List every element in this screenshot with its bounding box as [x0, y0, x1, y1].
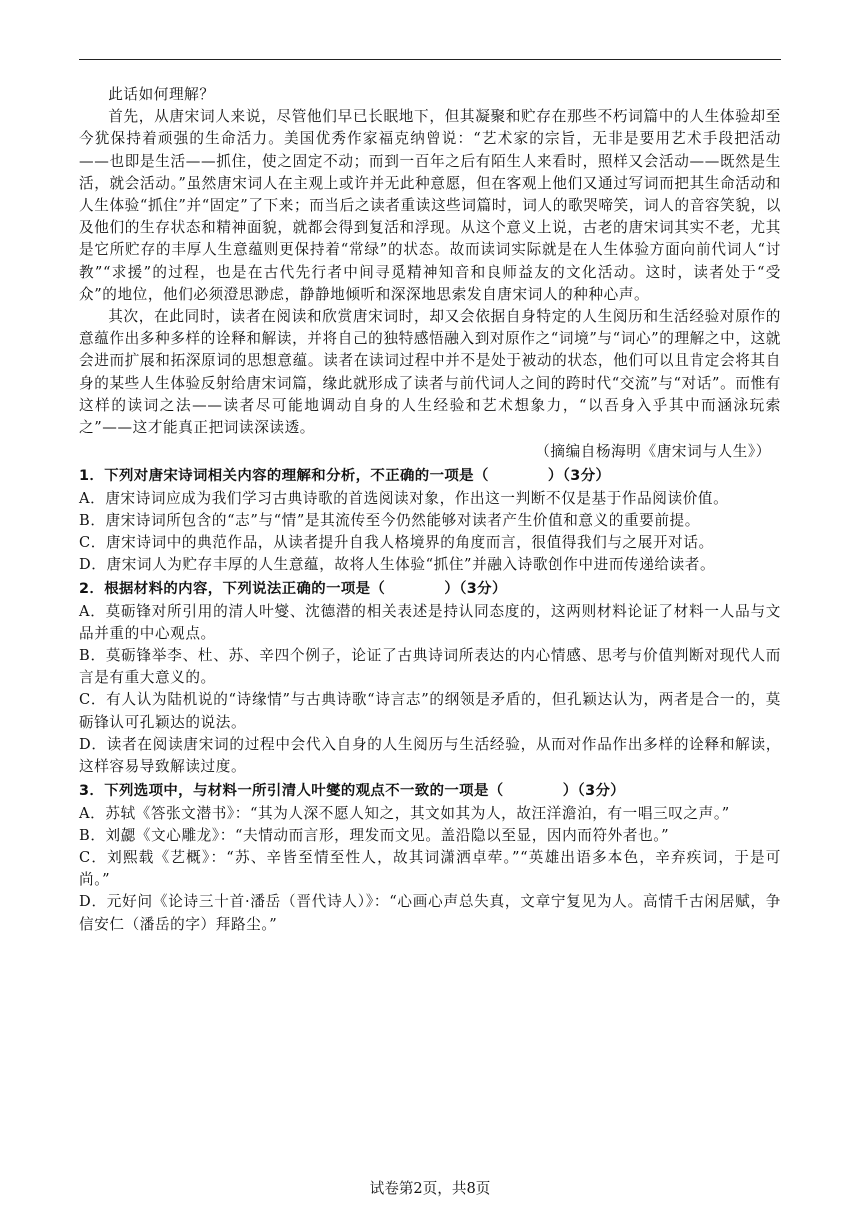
- passage-paragraph: 此话如何理解？: [108, 86, 215, 103]
- question-stem: 2．根据材料的内容，下列说法正确的一项是（ ）（3分）: [79, 581, 507, 598]
- option-c: C．有人认为陆机说的“诗缘情”与古典诗歌“诗言志”的纲领是矛盾的，但孔颖达认为，两者是合一的，莫砺锋认可孔颖达的说法。: [79, 691, 781, 731]
- question-1: [79, 465, 781, 576]
- option-c: C．唐宋诗词中的典范作品，从读者提升自我人格境界的角度而言，很值得我们与之展开对话。: [79, 534, 714, 552]
- option-d: D．元好问《论诗三十首·潘岳（晋代诗人）》：“心画心声总失真，文章宁复见为人。高情千古闲居赋，争信安仁（潘岳的字）拜路尘。”: [79, 893, 781, 933]
- option-d: D．读者在阅读唐宋词的过程中会代入自身的人生阅历与生活经验，从而对作品作出多样的诠释和解读，这样容易导致解读过度。: [79, 735, 781, 776]
- page-content: [79, 84, 781, 936]
- option-b: B．刘勰《文心雕龙》：“夫情动而言形，理发而文见。盖沿隐以至显，因内而符外者也。”: [79, 826, 670, 844]
- option-d: D．唐宋词人为贮存丰厚的人生意蕴，故将人生体验“抓住”并融入诗歌创作中进而传递给读者。: [79, 556, 716, 574]
- option-c: C．刘熙载《艺概》：“苏、辛皆至情至性人，故其词潇洒卓荦。”“英雄出语多本色，辛弃疾词，于是可尚。”: [79, 848, 781, 889]
- passage-paragraph: 其次，在此同时，读者在阅读和欣赏唐宋词时，却又会依据自身特定的人生阅历和生活经验对原作的意蕴作出多种多样的诠释和解读，并将自己的独特感悟融入到对原作之“词境”与“词心”的理解之中，这就会进而扩展和拓深原词的思想意蕴。读者在读词过程中并不是处于被动的状态，他们可以且肯定会将其自身的某些人生体验反射给唐宋词篇，缘此就形成了读者与前代词人之间的跨时代“交流”与“对话”。而惟有这样的读词之法——读者尽可能地调动自身的人生经验和艺术想象力，“以吾身入乎其中而涵泳玩索之”——这才能真正把词读深读透。: [79, 308, 781, 437]
- option-b: B．莫砺锋举李、杜、苏、辛四个例子，论证了古典诗词所表达的内心情感、思考与价值判断对现代人而言是有重大意义的。: [79, 647, 781, 687]
- option-a: A．苏轼《答张文潜书》：“其为人深不愿人知之，其文如其为人，故汪洋澹泊，有一唱三叹之声。”: [79, 804, 730, 822]
- passage-paragraph: 首先，从唐宋词人来说，尽管他们早已长眠地下，但其凝聚和贮存在那些不朽词篇中的人生体验却至今犹保持着顽强的生命活力。美国优秀作家福克纳曾说：“艺术家的宗旨，无非是要用艺术手段把活动——也即是生活——抓住，使之固定不动；而到一百年之后有陌生人来看时，照样又会活动——既然是生活，就会活动。”虽然唐宋词人在主观上或许并无此种意愿，但在客观上他们又通过写词而把其生命活动和人生体验“抓住”并“固定”了下来；而当后之读者重读这些词篇时，词人的歌哭啼笑，词人的音容笑貌，以及他们的生存状态和精神面貌，就都会得到复活和浮现。从这个意义上说，古老的唐宋词其实不老，尤其是它所贮存的丰厚人生意蕴则更保持着“常绿”的状态。故而读词实际就是在人生体验方面向前代词人“讨教”“求援”的过程，也是在古代先行者中间寻觅精神知音和良师益友的文化活动。这时，读者处于“受众”的地位，他们必须澄思渺虑，静静地倾听和深深地思索发自唐宋词人的种种心声。: [79, 108, 781, 303]
- page-footer: 试卷第2页，共8页: [369, 1180, 491, 1197]
- option-a: A．莫砺锋对所引用的清人叶燮、沈德潜的相关表述是持认同态度的，这两则材料论证了材料一人品与文品并重的中心观点。: [79, 602, 781, 642]
- question-stem: 1．下列对唐宋诗词相关内容的理解和分析，不正确的一项是（ ）（3分）: [79, 468, 611, 485]
- option-b: B．唐宋诗词所包含的“志”与“情”是其流传至今仍然能够对读者产生价值和意义的重要前提。: [79, 511, 700, 529]
- question-stem: 3．下列选项中，与材料一所引清人叶燮的观点不一致的一项是（ ）（3分）: [79, 783, 626, 800]
- header-rule: [79, 59, 781, 60]
- question-3: [79, 780, 781, 935]
- source-citation: （摘编自杨海明《唐宋词与人生》）: [535, 443, 771, 461]
- question-2: [79, 578, 781, 778]
- option-a: A．唐宋诗词应成为我们学习古典诗歌的首选阅读对象，作出这一判断不仅是基于作品阅读价值。: [79, 489, 729, 507]
